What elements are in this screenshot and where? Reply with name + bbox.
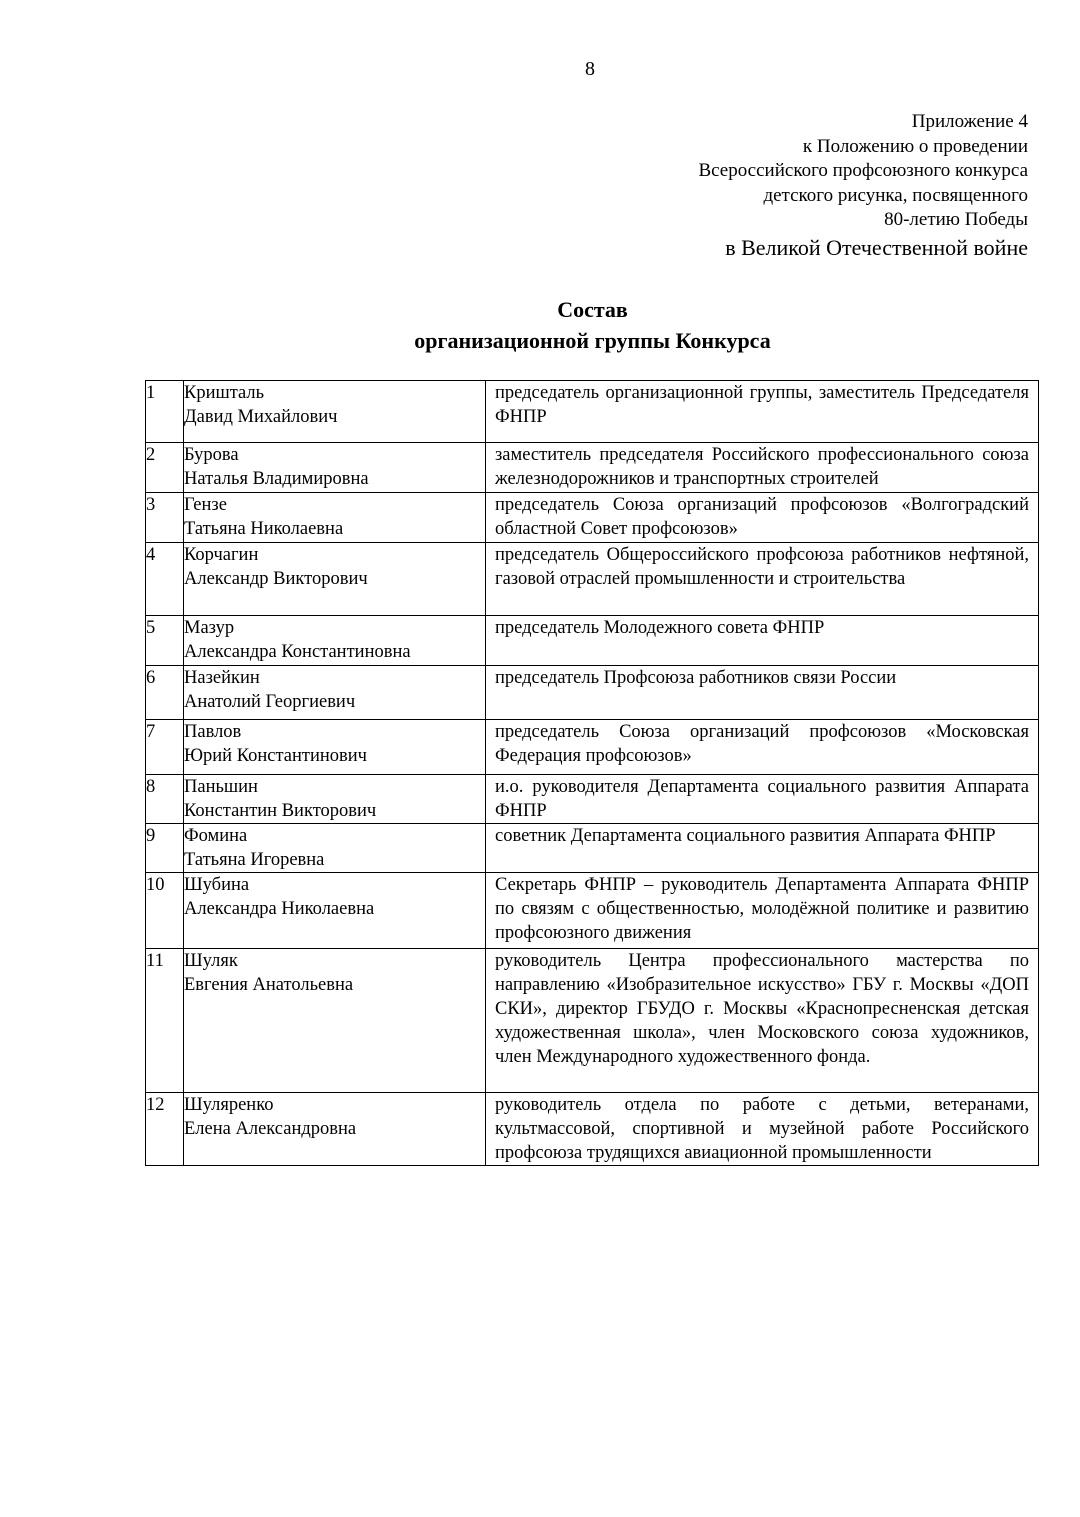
- member-given-name: Евгения Анатольевна: [184, 975, 354, 995]
- member-given-name: Татьяна Николаевна: [184, 519, 344, 539]
- table-row: [146, 949, 1039, 1093]
- title-line-1: Состав: [557, 297, 628, 322]
- page-number: 8: [585, 58, 595, 80]
- table-row: [146, 720, 1039, 775]
- member-given-name: Александра Константиновна: [184, 642, 411, 662]
- member-name: [184, 666, 486, 720]
- member-surname: Кришталь: [184, 383, 265, 403]
- row-number: 9: [146, 824, 184, 873]
- member-given-name: Юрий Константинович: [184, 746, 367, 766]
- member-name: [184, 949, 486, 1093]
- table-row: [146, 824, 1039, 873]
- appendix-line: Приложение 4: [911, 111, 1028, 132]
- row-number: 12: [146, 1093, 184, 1166]
- member-name: [184, 443, 486, 493]
- appendix-line: в Великой Отечественной войне: [725, 234, 1028, 260]
- member-name: [184, 824, 486, 873]
- appendix-line: детского рисунка, посвященного: [763, 184, 1028, 206]
- row-number: 7: [146, 720, 184, 775]
- member-name: [184, 543, 486, 616]
- appendix-line: 80-летию Победы: [884, 209, 1028, 230]
- members-table-body: [146, 381, 1039, 1166]
- appendix-line: к Положению о проведении: [802, 135, 1028, 157]
- row-number: 2: [146, 443, 184, 493]
- members-table: [145, 380, 1039, 1166]
- member-surname: Шуляренко: [184, 1095, 274, 1115]
- member-given-name: Александра Николаевна: [184, 899, 375, 919]
- member-name: [184, 720, 486, 775]
- member-role: руководитель отдела по работе с детьми, ветеранами, культмассовой, спортивной и музейной работе Российского профсоюза трудящихся авиационной промышленности: [486, 1093, 1039, 1166]
- member-role: заместитель председателя Российского профессионального союза железнодорожников и транспортных строителей: [486, 443, 1039, 493]
- table-row: [146, 543, 1039, 616]
- table-row: [146, 381, 1039, 443]
- member-role: председатель Союза организаций профсоюзов «Московская Федерация профсоюзов»: [486, 720, 1039, 775]
- table-row: [146, 666, 1039, 720]
- member-name: [184, 873, 486, 949]
- member-surname: Мазур: [184, 618, 235, 638]
- member-given-name: Елена Александровна: [184, 1119, 357, 1139]
- member-role: председатель Молодежного совета ФНПР: [486, 616, 1039, 666]
- member-name: [184, 775, 486, 824]
- member-surname: Корчагин: [184, 545, 259, 565]
- member-name: [184, 1093, 486, 1166]
- member-role: председатель Общероссийского профсоюза работников нефтяной, газовой отраслей промышленности и строительства: [486, 543, 1039, 616]
- row-number: 3: [146, 493, 184, 543]
- member-given-name: Александр Викторович: [184, 569, 368, 589]
- member-role: руководитель Центра профессионального мастерства по направлению «Изобразительное искусство» ГБУ г. Москвы «ДОП СКИ», директор ГБУДО г. Москвы «Краснопресненская детская художественная школа», член Московского союза художников, член Международного художественного фонда.: [486, 949, 1039, 1093]
- member-role: председатель Профсоюза работников связи России: [486, 666, 1039, 720]
- document-title: [0, 294, 1080, 356]
- member-surname: Бурова: [184, 445, 239, 465]
- table-row: [146, 1093, 1039, 1166]
- title-line-2: организационной группы Конкурса: [414, 328, 771, 353]
- row-number: 11: [146, 949, 184, 1093]
- member-given-name: Константин Викторович: [184, 801, 377, 821]
- member-surname: Гензе: [184, 495, 227, 515]
- member-given-name: Наталья Владимировна: [184, 469, 369, 489]
- row-number: 1: [146, 381, 184, 443]
- table-row: [146, 616, 1039, 666]
- appendix-line: Всероссийского профсоюзного конкурса: [698, 160, 1028, 181]
- row-number: 6: [146, 666, 184, 720]
- member-surname: Павлов: [184, 722, 242, 742]
- member-name: [184, 381, 486, 443]
- row-number: 4: [146, 543, 184, 616]
- member-given-name: Анатолий Георгиевич: [184, 692, 356, 712]
- member-surname: Назейкин: [184, 668, 260, 688]
- member-surname: Фомина: [184, 826, 248, 846]
- member-given-name: Давид Михайлович: [184, 407, 338, 427]
- member-role: председатель организационной группы, заместитель Председателя ФНПР: [486, 381, 1039, 443]
- member-surname: Шуляк: [184, 951, 238, 971]
- member-role: председатель Союза организаций профсоюзов «Волгоградский областной Совет профсоюзов»: [486, 493, 1039, 543]
- member-name: [184, 493, 486, 543]
- row-number: 8: [146, 775, 184, 824]
- table-row: [146, 873, 1039, 949]
- table-row: [146, 775, 1039, 824]
- member-surname: Паньшин: [184, 777, 258, 797]
- member-role: Секретарь ФНПР – руководитель Департамента Аппарата ФНПР по связям с общественностью, молодёжной политике и развитию профсоюзного движения: [486, 873, 1039, 949]
- member-name: [184, 616, 486, 666]
- table-row: [146, 493, 1039, 543]
- table-row: [146, 443, 1039, 493]
- appendix-reference: [698, 110, 1028, 263]
- row-number: 5: [146, 616, 184, 666]
- member-given-name: Татьяна Игоревна: [184, 850, 325, 870]
- member-role: советник Департамента социального развития Аппарата ФНПР: [486, 824, 1039, 873]
- member-role: и.о. руководителя Департамента социального развития Аппарата ФНПР: [486, 775, 1039, 824]
- member-surname: Шубина: [184, 875, 250, 895]
- row-number: 10: [146, 873, 184, 949]
